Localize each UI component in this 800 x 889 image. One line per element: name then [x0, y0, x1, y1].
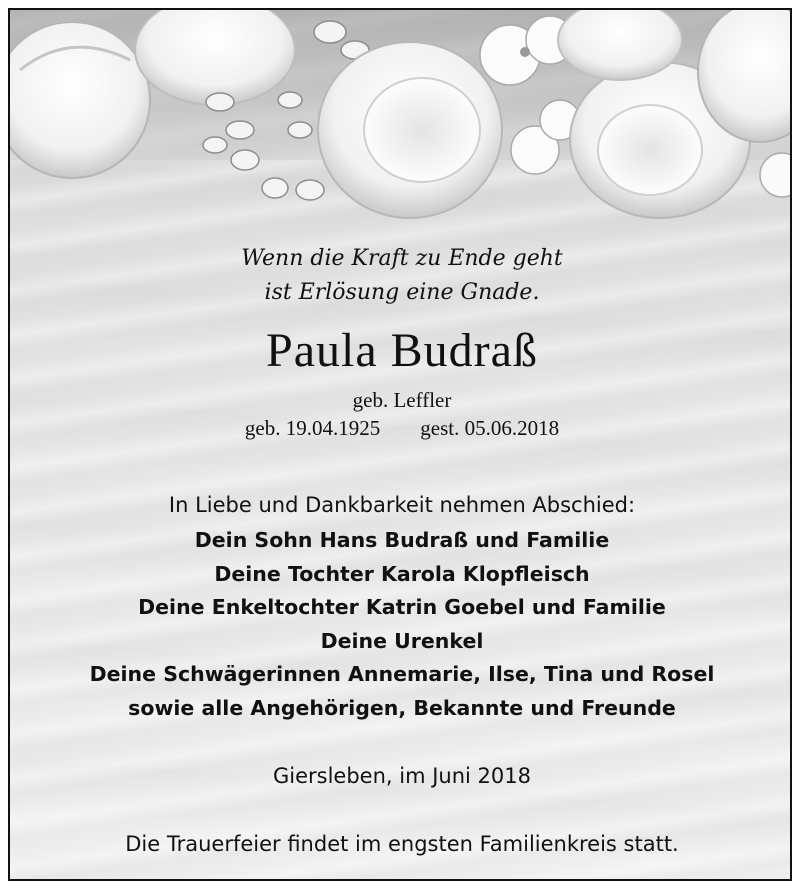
- mourner-line: Deine Enkeltochter Katrin Goebel und Familie: [138, 595, 666, 620]
- birth-name: geb. Leffler: [352, 388, 452, 412]
- funeral-note: Die Trauerfeier findet im engsten Familienkreis statt.: [125, 832, 679, 856]
- obituary-card: [8, 8, 792, 881]
- mourner-line: Deine Tochter Karola Klopfleisch: [214, 561, 590, 586]
- mourner-line: sowie alle Angehörigen, Bekannte und Freunde: [128, 695, 676, 720]
- tulip-flowers-image: [10, 10, 792, 240]
- mourner-line: Deine Schwägerinnen Annemarie, Ilse, Tina und Rosel: [89, 662, 715, 687]
- motto-line-1: Wenn die Kraft zu Ende geht: [241, 246, 563, 271]
- farewell-intro: In Liebe und Dankbarkeit nehmen Abschied:: [168, 493, 636, 517]
- birth-date: geb. 19.04.1925: [244, 416, 381, 440]
- deceased-name: Paula Budraß: [266, 324, 538, 377]
- mourner-line: Dein Sohn Hans Budraß und Familie: [194, 528, 610, 552]
- place-and-date: Giersleben, im Juni 2018: [273, 764, 531, 788]
- motto-line-2: ist Erlösung eine Gnade.: [264, 280, 540, 305]
- mourners-list: [10, 524, 792, 726]
- death-date: gest. 05.06.2018: [420, 416, 560, 440]
- mourner-line: Deine Urenkel: [320, 628, 484, 653]
- life-dates: [10, 414, 792, 442]
